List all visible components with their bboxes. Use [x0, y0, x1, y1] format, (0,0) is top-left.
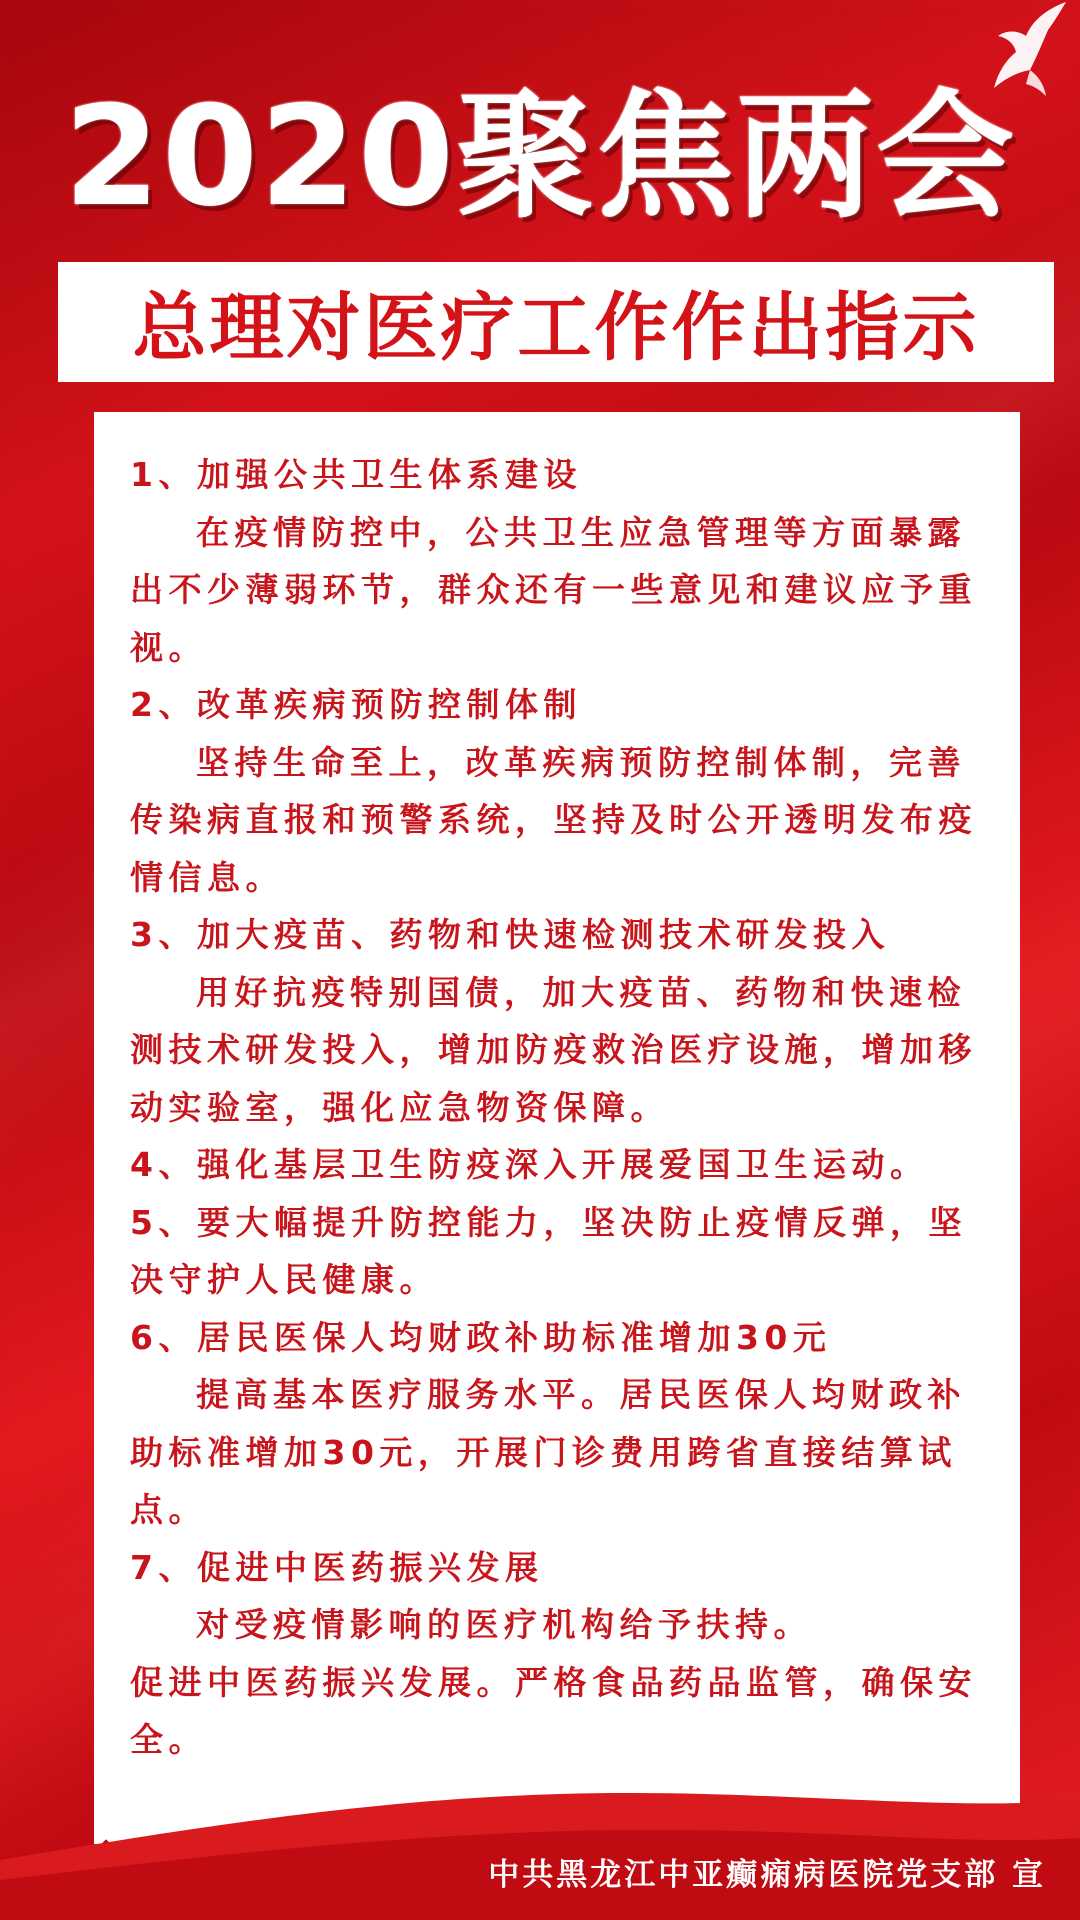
item-heading: 4、强化基层卫生防疫深入开展爱国卫生运动。: [130, 1145, 929, 1184]
item-body: 对受疫情影响的医疗机构给予扶持。: [196, 1605, 812, 1644]
item-heading: 5、要大幅提升防控能力，坚决防止疫情反弹，坚决守护人民健康。: [130, 1202, 967, 1299]
item-body-extra: 促进中医药振兴发展。严格食品药品监管，确保安全。: [130, 1662, 977, 1759]
item-heading: 2、改革疾病预防控制体制: [130, 685, 582, 724]
list-item: [130, 676, 984, 906]
item-body: 在疫情防控中，公共卫生应急管理等方面暴露出不少薄弱环节，群众还有一些意见和建议应予重视。: [130, 512, 977, 667]
item-heading: 3、加大疫苗、药物和快速检测技术研发投入: [130, 915, 890, 954]
footer-credit: 中共黑龙江中亚癫痫病医院党支部 宣: [488, 1857, 1046, 1893]
list-item: [130, 1136, 984, 1194]
page-title: 2020聚焦两会: [63, 76, 1017, 237]
subtitle-banner: [58, 262, 1054, 382]
content-card: [94, 412, 1020, 1826]
item-heading: 7、促进中医药振兴发展: [130, 1547, 544, 1587]
item-body: 坚持生命至上，改革疾病预防控制体制，完善传染病直报和预警系统，坚持及时公开透明发布疫情信息。: [130, 742, 977, 897]
list-item: [130, 1309, 984, 1539]
subtitle: 总理对医疗工作作出指示: [132, 285, 980, 371]
item-body: 用好抗疫特别国债，加大疫苗、药物和快速检测技术研发投入，增加防疫救治医疗设施，增加移动实验室，强化应急物资保障。: [130, 972, 977, 1127]
item-body: 提高基本医疗服务水平。居民医保人均财政补助标准增加30元，开展门诊费用跨省直接结算试点。: [130, 1375, 966, 1529]
item-heading: 1、加强公共卫生体系建设: [130, 455, 582, 494]
list-item: [130, 906, 984, 1136]
bottom-wave-decoration: [0, 1760, 1080, 1920]
list-item: [130, 1194, 984, 1309]
item-heading: 6、居民医保人均财政补助标准增加30元: [130, 1317, 832, 1357]
list-item: [130, 1539, 984, 1769]
list-item: [130, 446, 984, 676]
